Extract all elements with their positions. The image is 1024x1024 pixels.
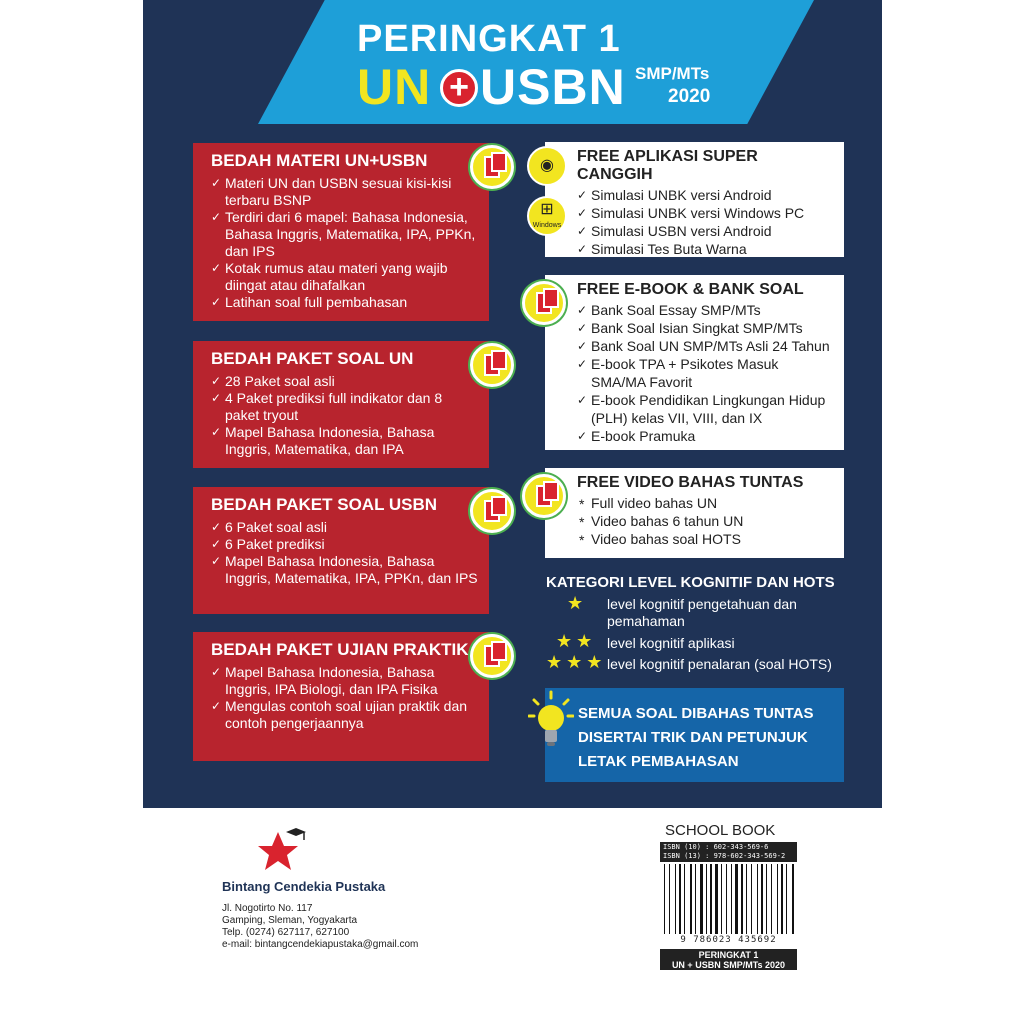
document-icon — [470, 343, 514, 387]
feature-box-ebook — [545, 275, 844, 450]
feature-box-title: FREE VIDEO BAHAS TUNTAS — [577, 474, 804, 491]
list-item: ✓ Terdiri dari 6 mapel: Bahasa Indonesia, Bahasa Inggris, Matematika, IPA, PPKn, dan IPS — [211, 209, 479, 260]
windows-icon: ⊞ Windows — [527, 196, 567, 236]
note-line: LETAK PEMBAHASAN — [578, 753, 739, 770]
hots-level-text: level kognitif aplikasi — [607, 635, 735, 651]
publisher-name: Bintang Cendekia Pustaka — [222, 879, 386, 894]
isbn10: ISBN (10) : 602-343-569-6 — [663, 843, 769, 851]
document-icon — [470, 634, 514, 678]
list-item: ✓ E-book Pendidikan Lingkungan Hidup (PLH) kelas VII, VIII, dan IX — [577, 391, 834, 427]
title-level: SMP/MTs — [635, 64, 710, 83]
list-item: ✓ 6 Paket soal asli — [211, 519, 479, 536]
document-icon — [470, 145, 514, 189]
isbn13: ISBN (13) : 978-602-343-569-2 — [663, 852, 786, 860]
list-item: ✓ Kotak rumus atau materi yang wajib diingat atau dihafalkan — [211, 260, 479, 294]
list-item: ✓ Simulasi UNBK versi Android — [577, 186, 834, 204]
tips-note-box — [545, 688, 844, 782]
list-item: ✓ Simulasi UNBK versi Windows PC — [577, 204, 834, 222]
star-logo-icon — [258, 826, 314, 874]
star-icon: ★ — [567, 593, 588, 613]
feature-box-paket-un — [193, 341, 489, 468]
title-year: 2020 — [668, 86, 711, 107]
feature-box-title: BEDAH MATERI UN+USBN — [211, 151, 428, 170]
hots-level-text: level kognitif pengetahuan dan pemahaman — [607, 596, 797, 629]
feature-box-title: BEDAH PAKET SOAL USBN — [211, 495, 438, 514]
address-line: Gamping, Sleman, Yogyakarta — [222, 915, 358, 926]
list-item: ✓ Materi UN dan USBN sesuai kisi-kisi terbaru BSNP — [211, 175, 479, 209]
list-item: ✓ Bank Soal Essay SMP/MTs — [577, 301, 834, 319]
feature-box-title: BEDAH PAKET UJIAN PRAKTIK — [211, 640, 469, 659]
isbn-block — [660, 842, 797, 862]
hots-title: KATEGORI LEVEL KOGNITIF DAN HOTS — [546, 574, 835, 591]
video-camera-icon — [522, 474, 566, 518]
feature-box-title: FREE E-BOOK & BANK SOAL — [577, 281, 804, 298]
feature-box-video — [545, 468, 844, 558]
list-item: ✓ Mapel Bahasa Indonesia, Bahasa Inggris, IPA Biologi, dan IPA Fisika — [211, 664, 479, 698]
title-usbn: USBN — [480, 59, 626, 115]
windows-label: Windows — [532, 222, 562, 229]
list-item: ✓ Simulasi USBN versi Android — [577, 222, 834, 240]
list-item: ✓ 28 Paket soal asli — [211, 373, 479, 390]
feature-box-ujian-praktik — [193, 632, 489, 761]
android-icon: ◉ — [527, 146, 567, 186]
address-line: Telp. (0274) 627117, 627100 — [222, 927, 350, 938]
email-line: e-mail: bintangcendekiapustaka@gmail.com — [222, 939, 419, 950]
barcode-image — [662, 864, 795, 934]
note-line: DISERTAI TRIK DAN PETUNJUK — [578, 729, 808, 746]
list-item: ✓ Latihan soal full pembahasan — [211, 294, 479, 311]
list-item: ✓ E-book Pramuka — [577, 427, 834, 445]
note-line: SEMUA SOAL DIBAHAS TUNTAS — [578, 705, 814, 722]
document-icon — [522, 281, 566, 325]
list-item: ✓ 6 Paket prediksi — [211, 536, 479, 553]
list-item: ✓ Bank Soal Isian Singkat SMP/MTs — [577, 319, 834, 337]
list-item: ✓ Mengulas contoh soal ujian praktik dan contoh pengerjaannya — [211, 698, 479, 732]
list-item: ✓ Simulasi Tes Buta Warna — [577, 240, 834, 258]
list-item: ✓ Mapel Bahasa Indonesia, Bahasa Inggris, Matematika, dan IPA — [211, 424, 479, 458]
feature-box-title: FREE APLIKASI SUPER CANGGIH — [577, 148, 758, 183]
feature-box-materi — [193, 143, 489, 321]
star-icon: ★★ — [556, 631, 597, 651]
title-un: UN — [357, 59, 432, 115]
feature-box-paket-usbn — [193, 487, 489, 614]
lightbulb-icon — [528, 690, 574, 750]
feature-box-aplikasi — [545, 142, 844, 257]
address-line: Jl. Nogotirto No. 117 — [222, 903, 313, 914]
list-item: * Full video bahas UN — [577, 494, 834, 512]
spine-line: UN + USBN SMP/MTs 2020 — [671, 960, 786, 970]
list-item: * Video bahas soal HOTS — [577, 530, 834, 548]
spine-label — [660, 949, 797, 970]
category-label: SCHOOL BOOK — [665, 822, 776, 839]
plus-icon: + — [440, 69, 478, 107]
list-item: ✓ Bank Soal UN SMP/MTs Asli 24 Tahun — [577, 337, 834, 355]
feature-box-title: BEDAH PAKET SOAL UN — [211, 349, 414, 368]
list-item: * Video bahas 6 tahun UN — [577, 512, 834, 530]
list-item: ✓ 4 Paket prediksi full indikator dan 8 paket tryout — [211, 390, 479, 424]
list-item: ✓ E-book TPA + Psikotes Masuk SMA/MA Favorit — [577, 355, 834, 391]
document-icon — [470, 489, 514, 533]
star-icon: ★★★ — [546, 652, 607, 672]
barcode-digits: 9 786023 435692 — [680, 935, 777, 945]
list-item: ✓ Mapel Bahasa Indonesia, Bahasa Inggris, Matematika, IPA, PPKn, dan IPS — [211, 553, 479, 587]
hots-level-text: level kognitif penalaran (soal HOTS) — [607, 656, 832, 672]
spine-line: PERINGKAT 1 — [698, 950, 759, 960]
title-rank: PERINGKAT 1 — [357, 18, 621, 60]
